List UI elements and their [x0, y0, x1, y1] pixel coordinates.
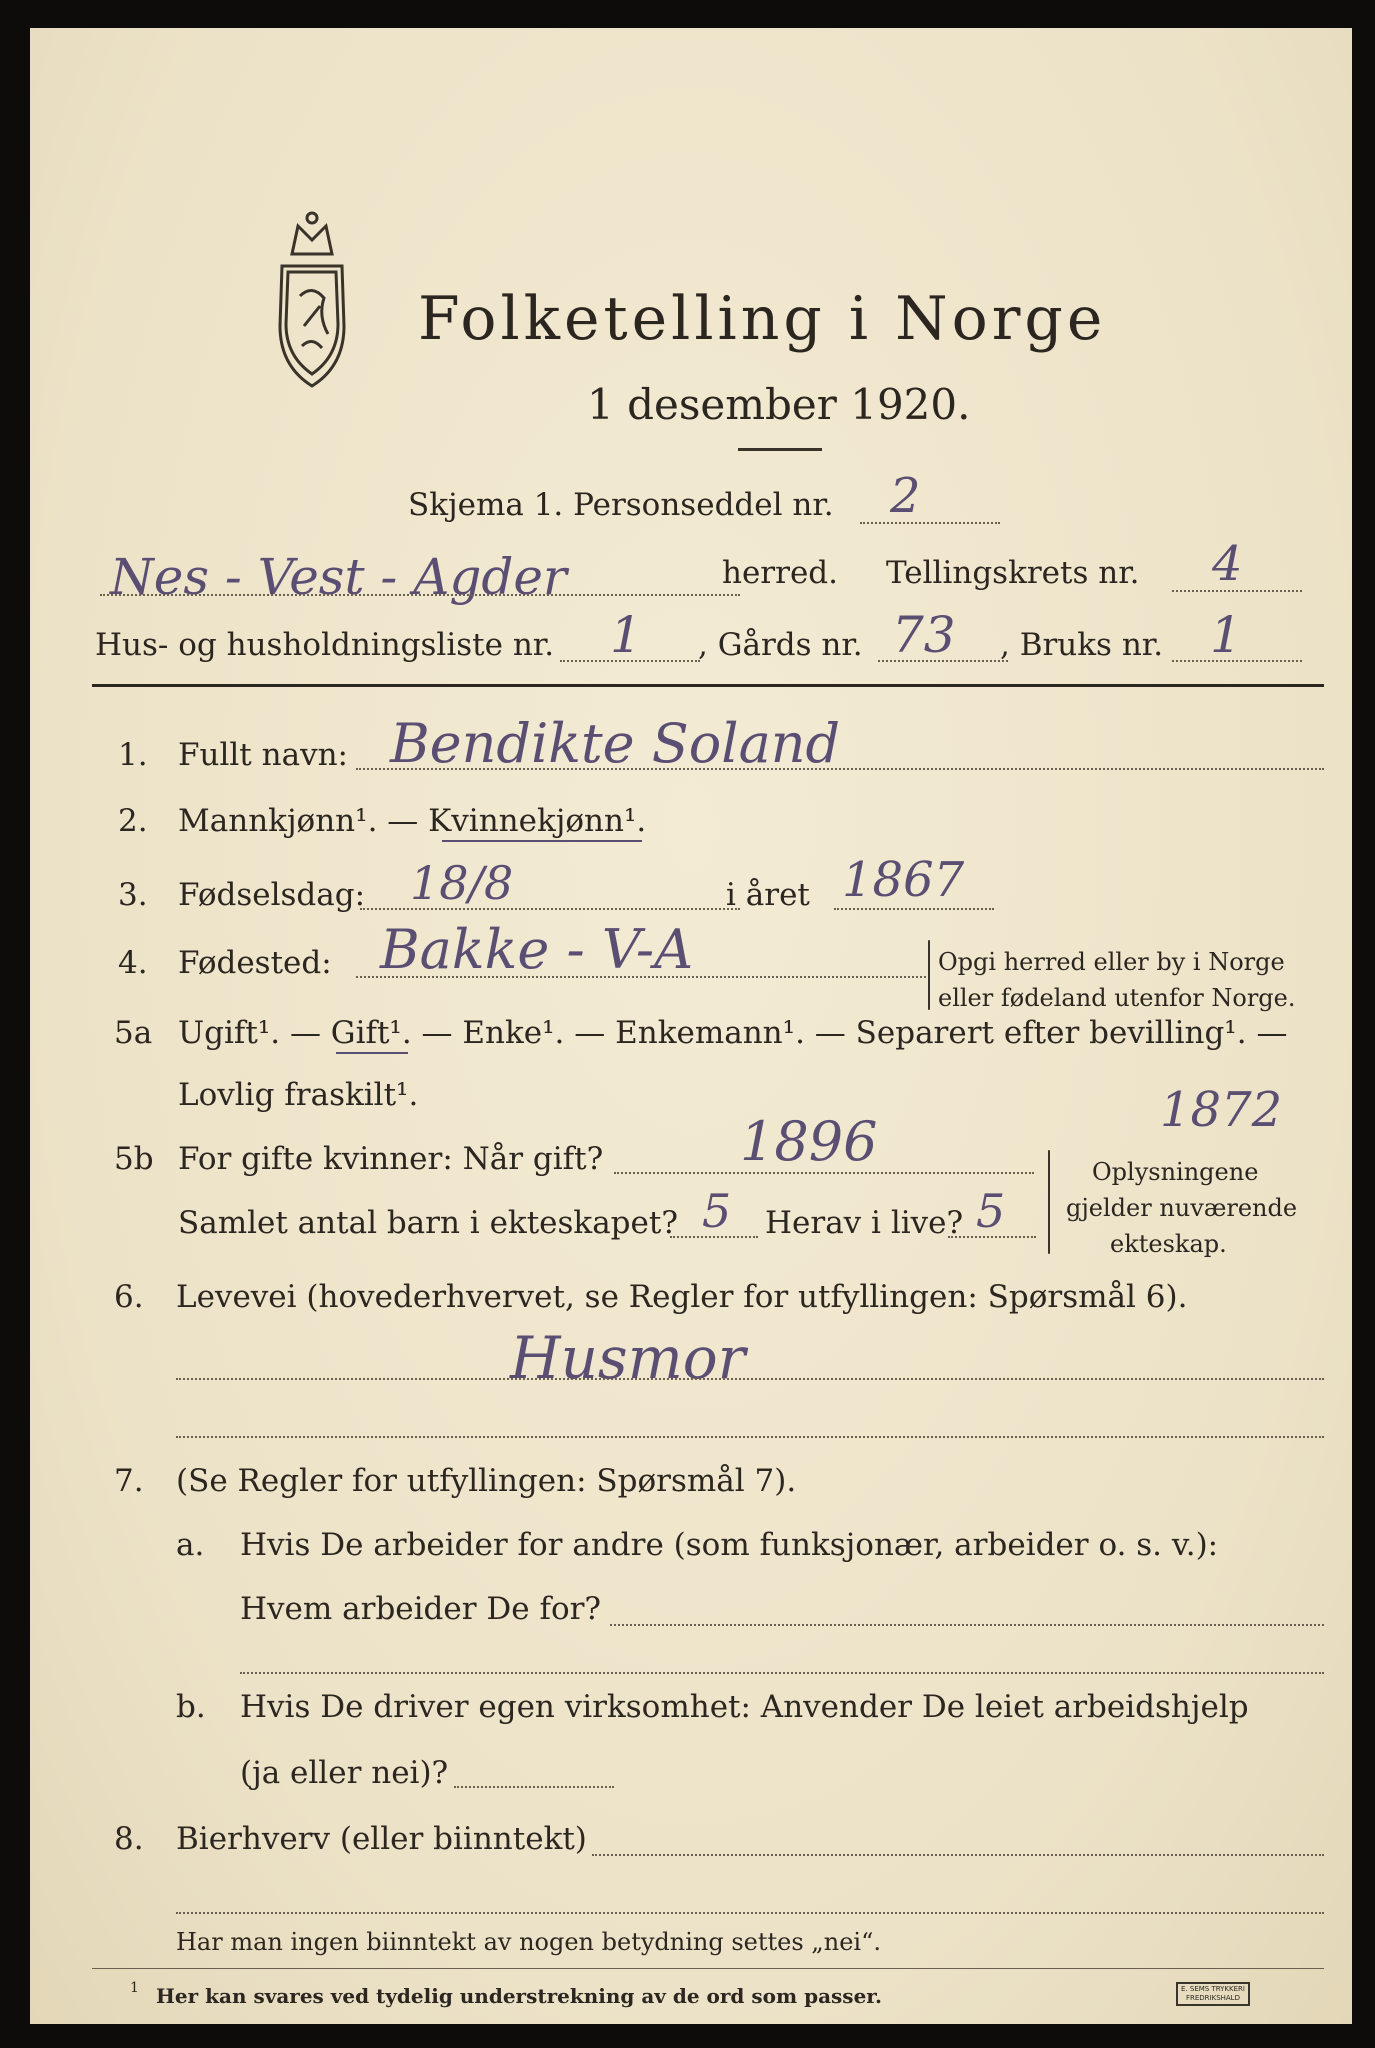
- q1-value: Bendikte Soland: [390, 712, 841, 775]
- q1-label: Fullt navn:: [178, 737, 348, 773]
- q8-note: Har man ingen biinntekt av nogen betydning settes „nei“.: [176, 1928, 881, 1956]
- q4-note-brace: [928, 940, 930, 1010]
- q7-b-line2: (ja eller nei)?: [240, 1755, 449, 1791]
- q8-fill-line-2: [176, 1912, 1324, 1914]
- q7-a-line1: Hvis De arbeider for andre (som funksjonær, arbeider o. s. v.):: [240, 1527, 1219, 1563]
- q5b-note-brace: [1048, 1150, 1050, 1254]
- q3-value: 18/8: [410, 856, 514, 910]
- husliste-label: Hus- og husholdningsliste nr.: [95, 627, 555, 663]
- q8-number: 8.: [114, 1821, 144, 1857]
- q7-number: 7.: [114, 1463, 144, 1499]
- q6-fill-line-2: [176, 1436, 1324, 1438]
- q7-b-line1: Hvis De driver egen virksomhet: Anvender De leiet arbeidshjelp: [240, 1689, 1249, 1725]
- q5b-note-line3: ekteskap.: [1110, 1230, 1227, 1258]
- q5b-extra-year: 1872: [1160, 1082, 1283, 1138]
- footnote-separator: [92, 1968, 1324, 1969]
- q7-b-letter: b.: [176, 1689, 206, 1725]
- personseddel-nr-value: 2: [890, 468, 921, 524]
- tellingskrets-label: Tellingskrets nr.: [886, 555, 1140, 591]
- q5b-married-year: 1896: [740, 1110, 878, 1173]
- q7-a-fill-line-2: [240, 1672, 1324, 1674]
- q4-value: Bakke - V-A: [380, 918, 694, 981]
- q4-label: Fødested:: [178, 945, 332, 981]
- q5a-line1: Ugift¹. — Gift¹. — Enke¹. — Enkemann¹. — Separert efter bevilling¹. —: [178, 1015, 1288, 1051]
- q3-year-label: i året: [726, 877, 810, 913]
- q6-number: 6.: [114, 1279, 144, 1315]
- q6-value: Husmor: [510, 1324, 746, 1392]
- q7-a-fill-line-1: [610, 1624, 1324, 1626]
- q3-year-value: 1867: [842, 852, 965, 908]
- q2-label: Mannkjønn¹. — Kvinnekjønn¹.: [178, 803, 647, 839]
- gards-label: , Gårds nr.: [698, 627, 863, 663]
- q8-label: Bierhverv (eller biinntekt): [176, 1821, 587, 1857]
- q5b-children-label: Samlet antal barn i ekteskapet?: [178, 1205, 678, 1241]
- personseddel-fill-line: [860, 522, 1000, 524]
- q7-label: (Se Regler for utfyllingen: Spørsmål 7).: [176, 1463, 797, 1499]
- title-divider: [738, 448, 822, 451]
- skjema-label: Skjema 1. Personseddel nr.: [408, 487, 834, 523]
- herred-label: herred.: [722, 555, 838, 591]
- coat-of-arms-icon: [252, 206, 372, 396]
- q4-note-line1: Opgi herred eller by i Norge: [938, 948, 1285, 976]
- q8-fill-line-1: [592, 1854, 1324, 1856]
- q5b-note-line1: Oplysningene: [1092, 1158, 1259, 1186]
- census-date: 1 desember 1920.: [587, 380, 971, 429]
- q6-fill-line-1: [176, 1378, 1324, 1380]
- printer-stamp: [1176, 1982, 1250, 2006]
- q2-number: 2.: [118, 803, 148, 839]
- q5a-gift-underline: [336, 1052, 408, 1054]
- header-separator: [92, 684, 1324, 687]
- printer-stamp-line2: FREDRIKSHALD: [1185, 1994, 1240, 2002]
- footnote-text: Her kan svares ved tydelig understrekning av de ord som passer.: [156, 1984, 882, 2008]
- husliste-nr-value: 1: [610, 606, 642, 664]
- bruks-label: , Bruks nr.: [1000, 627, 1164, 663]
- bruks-nr-value: 1: [1210, 606, 1242, 664]
- q5b-children-alive: 5: [976, 1184, 1006, 1238]
- q5b-alive-label: Herav i live?: [765, 1205, 964, 1241]
- q5b-children-total: 5: [702, 1184, 732, 1238]
- footnote-marker: 1: [130, 1980, 139, 1996]
- q7-b-fill-line: [454, 1786, 614, 1788]
- q4-note-line2: eller fødeland utenfor Norge.: [938, 984, 1296, 1012]
- q5a-line2: Lovlig fraskilt¹.: [178, 1077, 419, 1113]
- q1-number: 1.: [118, 737, 148, 773]
- herred-fill-line: [100, 594, 740, 596]
- q5b-note-line2: gjelder nuværende: [1066, 1194, 1298, 1222]
- q2-kvinnekjonn-underline: [442, 840, 642, 842]
- herred-value: Nes - Vest - Agder: [110, 548, 567, 606]
- census-form: [30, 28, 1352, 2024]
- form-title: Folketelling i Norge: [418, 284, 1107, 354]
- q5b-number: 5b: [114, 1141, 154, 1177]
- q4-number: 4.: [118, 945, 148, 981]
- q7-a-line2: Hvem arbeider De for?: [240, 1591, 602, 1627]
- q3-label: Fødselsdag:: [178, 877, 366, 913]
- q5a-number: 5a: [114, 1015, 153, 1051]
- q7-a-letter: a.: [176, 1527, 205, 1563]
- gards-nr-value: 73: [892, 606, 956, 664]
- q5b-label: For gifte kvinner: Når gift?: [178, 1141, 604, 1177]
- q3-number: 3.: [118, 877, 148, 913]
- q6-label: Levevei (hovederhvervet, se Regler for utfyllingen: Spørsmål 6).: [176, 1279, 1188, 1315]
- printer-stamp-line1: E. SEMS TRYKKERI: [1181, 1985, 1245, 1993]
- tellingskrets-nr-value: 4: [1212, 536, 1243, 592]
- q3-year-fill-line: [834, 908, 994, 910]
